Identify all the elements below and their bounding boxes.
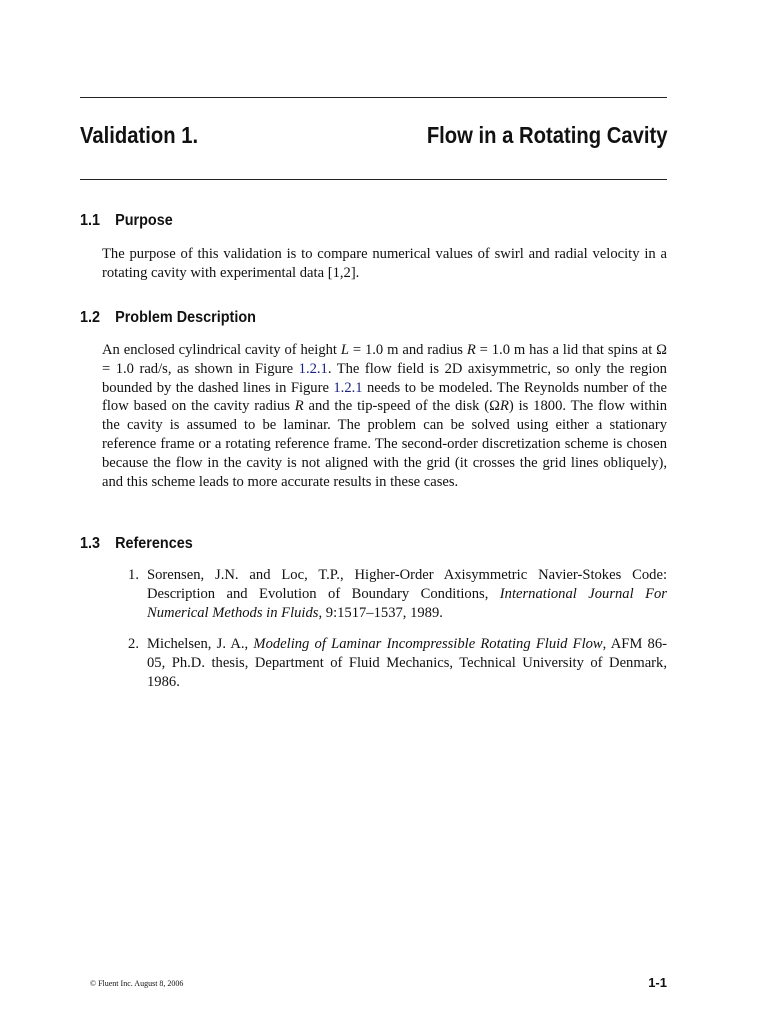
section-heading-problem — [80, 309, 256, 327]
text-run: Michelsen, J. A., — [147, 636, 254, 653]
validation-label: Validation 1. — [80, 122, 199, 148]
section-title: Problem Description — [115, 309, 256, 326]
text-run: = 1.0 m has a lid that spins at Ω = 1.0 rad/s, as shown in Figure — [102, 342, 667, 377]
list-item — [102, 566, 667, 622]
section-title: References — [115, 535, 193, 552]
purpose-paragraph: The purpose of this validation is to compare numerical values of swirl and radial velocity in a rotating cavity with experimental data [1,2]. — [102, 246, 667, 281]
text-run: ) is 1800. The flow within the cavity is assumed to be laminar. The problem can be solved using either a stationary reference frame or a rotating reference frame. The second-order discretization scheme is chosen because the flow in the cavity is not aligned with the grid (it crosses the grid lines obliquely), and this scheme leads to more accurate results in these cases. — [102, 398, 668, 490]
section-title: Purpose — [115, 212, 173, 229]
page-number: 1-1 — [648, 975, 667, 990]
math-var: R — [294, 398, 304, 415]
journal-title: International Journal For Numerical Methods in Fluids — [147, 585, 667, 621]
reference-text — [139, 635, 667, 691]
references-list — [102, 566, 667, 692]
section-heading-references — [80, 535, 193, 553]
text-run: Sorensen, J.N. and Loc, T.P., Higher-Order Axisymmetric Navier-Stokes Code: Description and Evolution of Boundary Conditions, — [147, 567, 667, 602]
text-run: , AFM 86-05, Ph.D. thesis, Department of Fluid Mechanics, Technical University of Denmark, 1986. — [147, 636, 667, 690]
section-number: 1.3 — [80, 535, 101, 552]
reference-number: 1. — [128, 567, 139, 583]
section-heading-purpose — [80, 212, 173, 230]
footer-copyright: © Fluent Inc. August 8, 2006 — [90, 979, 184, 988]
reference-text — [139, 566, 667, 622]
header-bottom-rule — [80, 179, 667, 180]
text-run: An enclosed cylindrical cavity of height — [102, 342, 341, 358]
problem-paragraph — [102, 341, 667, 491]
math-var: L — [340, 342, 349, 358]
figure-link[interactable]: 1.2.1 — [333, 379, 363, 396]
math-var: R — [466, 342, 476, 358]
figure-link[interactable]: 1.2.1 — [298, 360, 328, 377]
math-var: R — [499, 398, 509, 415]
thesis-title: Modeling of Laminar Incompressible Rotating Fluid Flow — [253, 636, 603, 653]
text-run: and the tip-speed of the disk (Ω — [303, 398, 500, 415]
header-top-rule — [80, 97, 667, 98]
page-title: Flow in a Rotating Cavity — [426, 122, 667, 148]
text-run: . The flow field is 2D axisymmetric, so only the region bounded by the dashed lines in Figure — [102, 360, 667, 396]
section-number: 1.1 — [80, 212, 101, 229]
section-number: 1.2 — [80, 309, 101, 326]
text-run: , 9:1517–1537, 1989. — [318, 604, 443, 621]
reference-number: 2. — [128, 636, 139, 653]
list-item — [102, 635, 667, 691]
text-run: needs to be modeled. The Reynolds number of the flow based on the cavity radius — [102, 379, 667, 415]
text-run: = 1.0 m and radius — [349, 342, 467, 358]
